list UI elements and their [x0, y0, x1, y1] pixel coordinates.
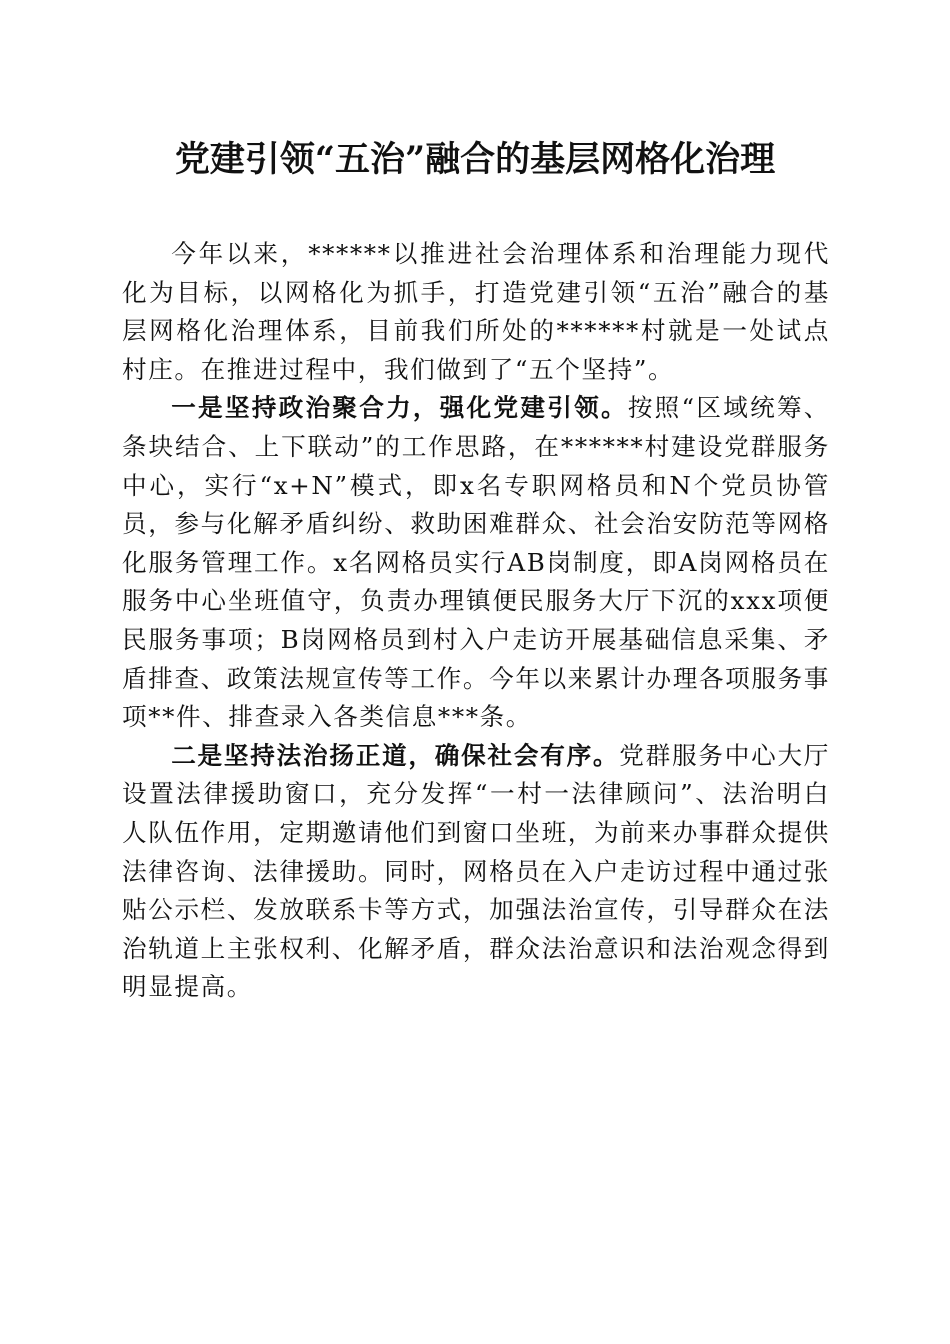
- paragraph-rule-of-law-text: 党群服务中心大厅设置法律援助窗口，充分发挥“一村一法律顾问”、法治明白人队伍作用，定期邀请他们到窗口坐班，为前来办事群众提供法律咨询、法律援助。同时，网格员在入户走访过程中通过张贴公示栏、发放联系卡等方式，加强法治宣传，引导群众在法治轨道上主张权利、化解矛盾，群众法治意识和法治观念得到明显提高。: [122, 740, 831, 1002]
- paragraph-politics: [122, 389, 830, 736]
- paragraph-intro: [122, 235, 830, 389]
- document-body: [122, 235, 830, 1007]
- paragraph-rule-of-law: [122, 737, 830, 1007]
- paragraph-politics-text: 按照“区域统筹、条块结合、上下联动”的工作思路，在******村建设党群服务中心，实行“x+N”模式，即x名专职网格员和N个党员协管员，参与化解矛盾纠纷、救助困难群众、社会治安防范等网格化服务管理工作。x名网格员实行AB岗制度，即A岗网格员在服务中心坐班值守，负责办理镇便民服务大厅下沉的xxx项便民服务事项；B岗网格员到村入户走访开展基础信息采集、矛盾排查、政策法规宣传等工作。今年以来累计办理各项服务事项**件、排查录入各类信息***条。: [122, 393, 831, 732]
- document-title: 党建引领“五治”融合的基层网格化治理: [174, 139, 776, 180]
- paragraph-politics-lead: 一是坚持政治聚合力，强化党建引领。: [171, 393, 628, 423]
- paragraph-intro-text: 今年以来，******以推进社会治理体系和治理能力现代化为目标，以网格化为抓手，打造党建引领“五治”融合的基层网格化治理体系，目前我们所处的******村就是一处试点村庄。在推进过程中，我们做到了“五个坚持”。: [122, 239, 830, 384]
- paragraph-rule-of-law-lead: 二是坚持法治扬正道，确保社会有序。: [171, 740, 620, 770]
